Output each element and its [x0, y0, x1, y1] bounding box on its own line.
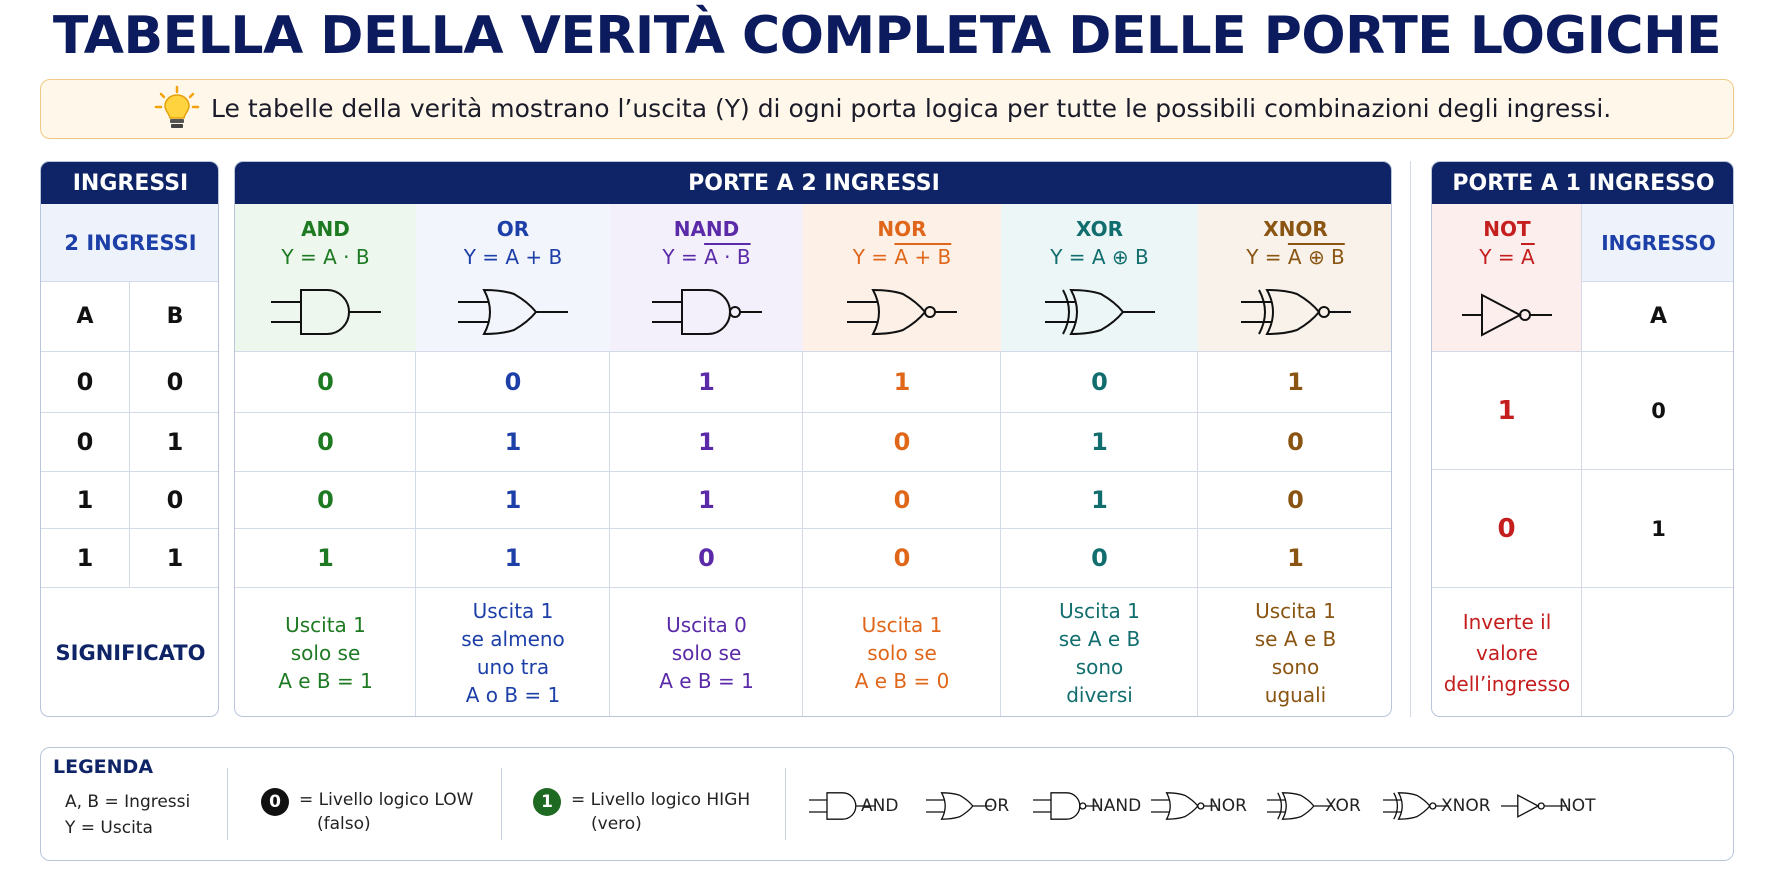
meaning-line: valore — [1476, 640, 1538, 665]
legend-symbol-label: OR — [984, 796, 1010, 816]
inputs-panel — [40, 161, 219, 717]
col-a-header: A — [41, 282, 130, 352]
legend-symbol-label: AND — [861, 796, 899, 816]
expr-prefix: Y = — [852, 245, 895, 269]
gate-name: NAND — [673, 217, 740, 241]
legend-title: LEGENDA — [53, 756, 154, 778]
gate-column-and — [235, 204, 416, 717]
output-value: 0 — [416, 352, 610, 413]
legend-symbol-label: XOR — [1325, 796, 1361, 816]
gate-header — [1198, 204, 1392, 352]
meaning-line: uno tra — [476, 655, 550, 679]
gate-meaning — [610, 588, 803, 717]
not-meaning — [1432, 588, 1582, 717]
expr-negated: A ⊕ B — [1287, 245, 1345, 269]
not-gate-icon — [1462, 290, 1552, 340]
meaning-line: se almeno — [461, 627, 565, 651]
not-output-value: 0 — [1432, 470, 1582, 588]
not-input-value: 0 — [1582, 352, 1734, 470]
legend-symbol-label: NAND — [1091, 796, 1142, 816]
output-value: 0 — [235, 413, 416, 472]
output-value: 1 — [1001, 413, 1198, 472]
gate-expression — [803, 242, 1001, 272]
expr-prefix: Y = — [1246, 245, 1288, 269]
gate-header — [803, 204, 1001, 352]
meaning-line: solo se — [867, 641, 937, 665]
gate-header — [235, 204, 416, 352]
expr-prefix: Y = — [662, 245, 705, 269]
input-a-value: 0 — [41, 413, 130, 472]
low-text-2: (falso) — [317, 814, 371, 834]
gate-header — [416, 204, 610, 352]
high-symbol: 1 — [533, 788, 561, 816]
gate-expression: Y = A ⊕ B — [1050, 245, 1149, 269]
meaning-line: Uscita 1 — [861, 613, 943, 637]
output-value: 1 — [1198, 352, 1392, 413]
meaning-line: se A e B — [1058, 627, 1141, 651]
output-value: 1 — [803, 352, 1001, 413]
meaning-line: uguali — [1264, 683, 1327, 707]
input-a-value: 0 — [41, 352, 130, 413]
nand-gate-icon — [652, 282, 762, 342]
gate-expression: Y = A · B — [281, 245, 370, 269]
gate-meaning — [416, 588, 610, 717]
two-input-header: PORTE A 2 INGRESSI — [235, 162, 1392, 204]
gate-expression: Y = A + B — [463, 245, 563, 269]
meaning-line: diversi — [1066, 683, 1133, 707]
output-value: 0 — [803, 529, 1001, 588]
input-col-a: A — [1582, 282, 1734, 352]
lightbulb-icon — [153, 85, 201, 133]
page-title: TABELLA DELLA VERITÀ COMPLETA DELLE PORTE LOGICHE — [52, 6, 1722, 66]
gate-column-nand — [610, 204, 803, 717]
not-input-value: 1 — [1582, 470, 1734, 588]
meaning-line: se A e B — [1254, 627, 1337, 651]
input-b-value: 0 — [130, 472, 219, 529]
meaning-line: A e B = 0 — [854, 669, 950, 693]
meaning-line: solo se — [290, 641, 361, 665]
xor-gate-icon — [1267, 788, 1333, 824]
output-value: 0 — [803, 413, 1001, 472]
not-expr: $Y = \overline{A}$ — [1479, 245, 1535, 269]
output-value: 0 — [610, 529, 803, 588]
high-text-2: (vero) — [591, 814, 642, 834]
high-text-1: = Livello logico HIGH — [571, 790, 751, 810]
output-value: 1 — [1001, 472, 1198, 529]
output-value: 1 — [416, 472, 610, 529]
inputs-header: INGRESSI — [41, 162, 219, 204]
meaning-line: Uscita 1 — [285, 613, 366, 637]
gate-name: OR — [496, 217, 530, 241]
expr-negated: A + B — [894, 245, 952, 269]
output-value: 1 — [416, 529, 610, 588]
input-a-value: 1 — [41, 529, 130, 588]
legend-divider — [785, 768, 786, 840]
gate-column-or — [416, 204, 610, 717]
inputs-subheader: 2 INGRESSI — [41, 204, 219, 282]
meaning-line: A o B = 1 — [465, 683, 561, 707]
one-input-header: PORTE A 1 INGRESSO — [1432, 162, 1734, 204]
gate-column-xnor — [1198, 204, 1392, 717]
panel-divider — [1410, 161, 1411, 717]
gate-name: XNOR — [1263, 217, 1328, 241]
meaning-line: A e B = 1 — [659, 669, 754, 693]
gate-name: NOR — [877, 217, 927, 241]
legend-symbol-label: XNOR — [1441, 796, 1491, 816]
output-value: 0 — [1198, 472, 1392, 529]
output-value: 0 — [1001, 352, 1198, 413]
not-header — [1432, 204, 1582, 352]
meaning-line: A e B = 1 — [278, 669, 373, 693]
two-input-panel — [234, 161, 1392, 717]
low-text-1: = Livello logico LOW — [299, 790, 474, 810]
meaning-line: Uscita 1 — [1255, 599, 1336, 623]
output-value: 1 — [610, 413, 803, 472]
gate-meaning — [1001, 588, 1198, 717]
input-b-value: 1 — [130, 529, 219, 588]
output-value: 1 — [416, 413, 610, 472]
output-value: 0 — [235, 352, 416, 413]
and-gate-icon — [271, 282, 381, 342]
not-meaning-cell — [1432, 588, 1582, 717]
xnor-gate-icon — [1241, 282, 1351, 342]
info-text: Le tabelle della verità mostrano l’uscita (Y) di ogni porta logica per tutte le possibili combinazioni degli ingressi. — [211, 94, 1612, 123]
legend-line-1: A, B = Ingressi — [65, 792, 191, 812]
or-gate-icon — [926, 788, 992, 824]
or-gate-icon — [458, 282, 568, 342]
not-output-value: 1 — [1432, 352, 1582, 470]
legend — [40, 747, 1734, 861]
input-a-value: 1 — [41, 472, 130, 529]
output-value: 0 — [803, 472, 1001, 529]
gate-meaning — [803, 588, 1001, 717]
legend-symbol-label: NOR — [1209, 796, 1247, 816]
meaning-line: sono — [1075, 655, 1124, 679]
gate-name: AND — [301, 217, 350, 241]
gate-header — [1001, 204, 1198, 352]
not-gate-icon — [1501, 788, 1567, 824]
gate-header — [610, 204, 803, 352]
nor-gate-icon — [1151, 788, 1217, 824]
meaning-line: Uscita 1 — [472, 599, 554, 623]
gate-meaning — [235, 588, 416, 717]
one-input-panel — [1431, 161, 1734, 717]
meaning-line: Inverte il — [1462, 609, 1552, 634]
xnor-gate-icon — [1383, 788, 1449, 824]
significato-label: SIGNIFICATO — [55, 641, 206, 665]
meaning-line: sono — [1271, 655, 1320, 679]
not-name: NOT — [1483, 217, 1531, 241]
info-banner — [40, 79, 1734, 139]
gate-expression — [610, 242, 803, 272]
output-value: 0 — [1198, 413, 1392, 472]
legend-symbol-label: NOT — [1559, 796, 1596, 816]
output-value: 1 — [1198, 529, 1392, 588]
nand-gate-icon — [1033, 788, 1099, 824]
input-header: INGRESSO — [1582, 204, 1734, 282]
legend-divider — [501, 768, 502, 840]
output-value: 1 — [235, 529, 416, 588]
gate-column-xor — [1001, 204, 1198, 717]
expr-negated: A · B — [704, 245, 751, 269]
output-value: 0 — [1001, 529, 1198, 588]
meaning-line: Uscita 1 — [1059, 599, 1140, 623]
output-value: 1 — [610, 352, 803, 413]
xor-gate-icon — [1045, 282, 1155, 342]
col-b-header: B — [130, 282, 219, 352]
meaning-line: dell’ingresso — [1443, 671, 1571, 696]
nor-gate-icon — [847, 282, 957, 342]
input-b-value: 1 — [130, 413, 219, 472]
gate-name: XOR — [1075, 217, 1124, 241]
gate-column-nor — [803, 204, 1001, 717]
low-symbol: 0 — [261, 788, 289, 816]
gate-meaning — [1198, 588, 1392, 717]
output-value: 1 — [610, 472, 803, 529]
meaning-line: solo se — [671, 641, 742, 665]
legend-line-2: Y = Uscita — [65, 818, 153, 838]
input-b-value: 0 — [130, 352, 219, 413]
gate-expression — [1198, 242, 1392, 272]
meaning-line: Uscita 0 — [666, 613, 747, 637]
output-value: 0 — [235, 472, 416, 529]
legend-divider — [227, 768, 228, 840]
